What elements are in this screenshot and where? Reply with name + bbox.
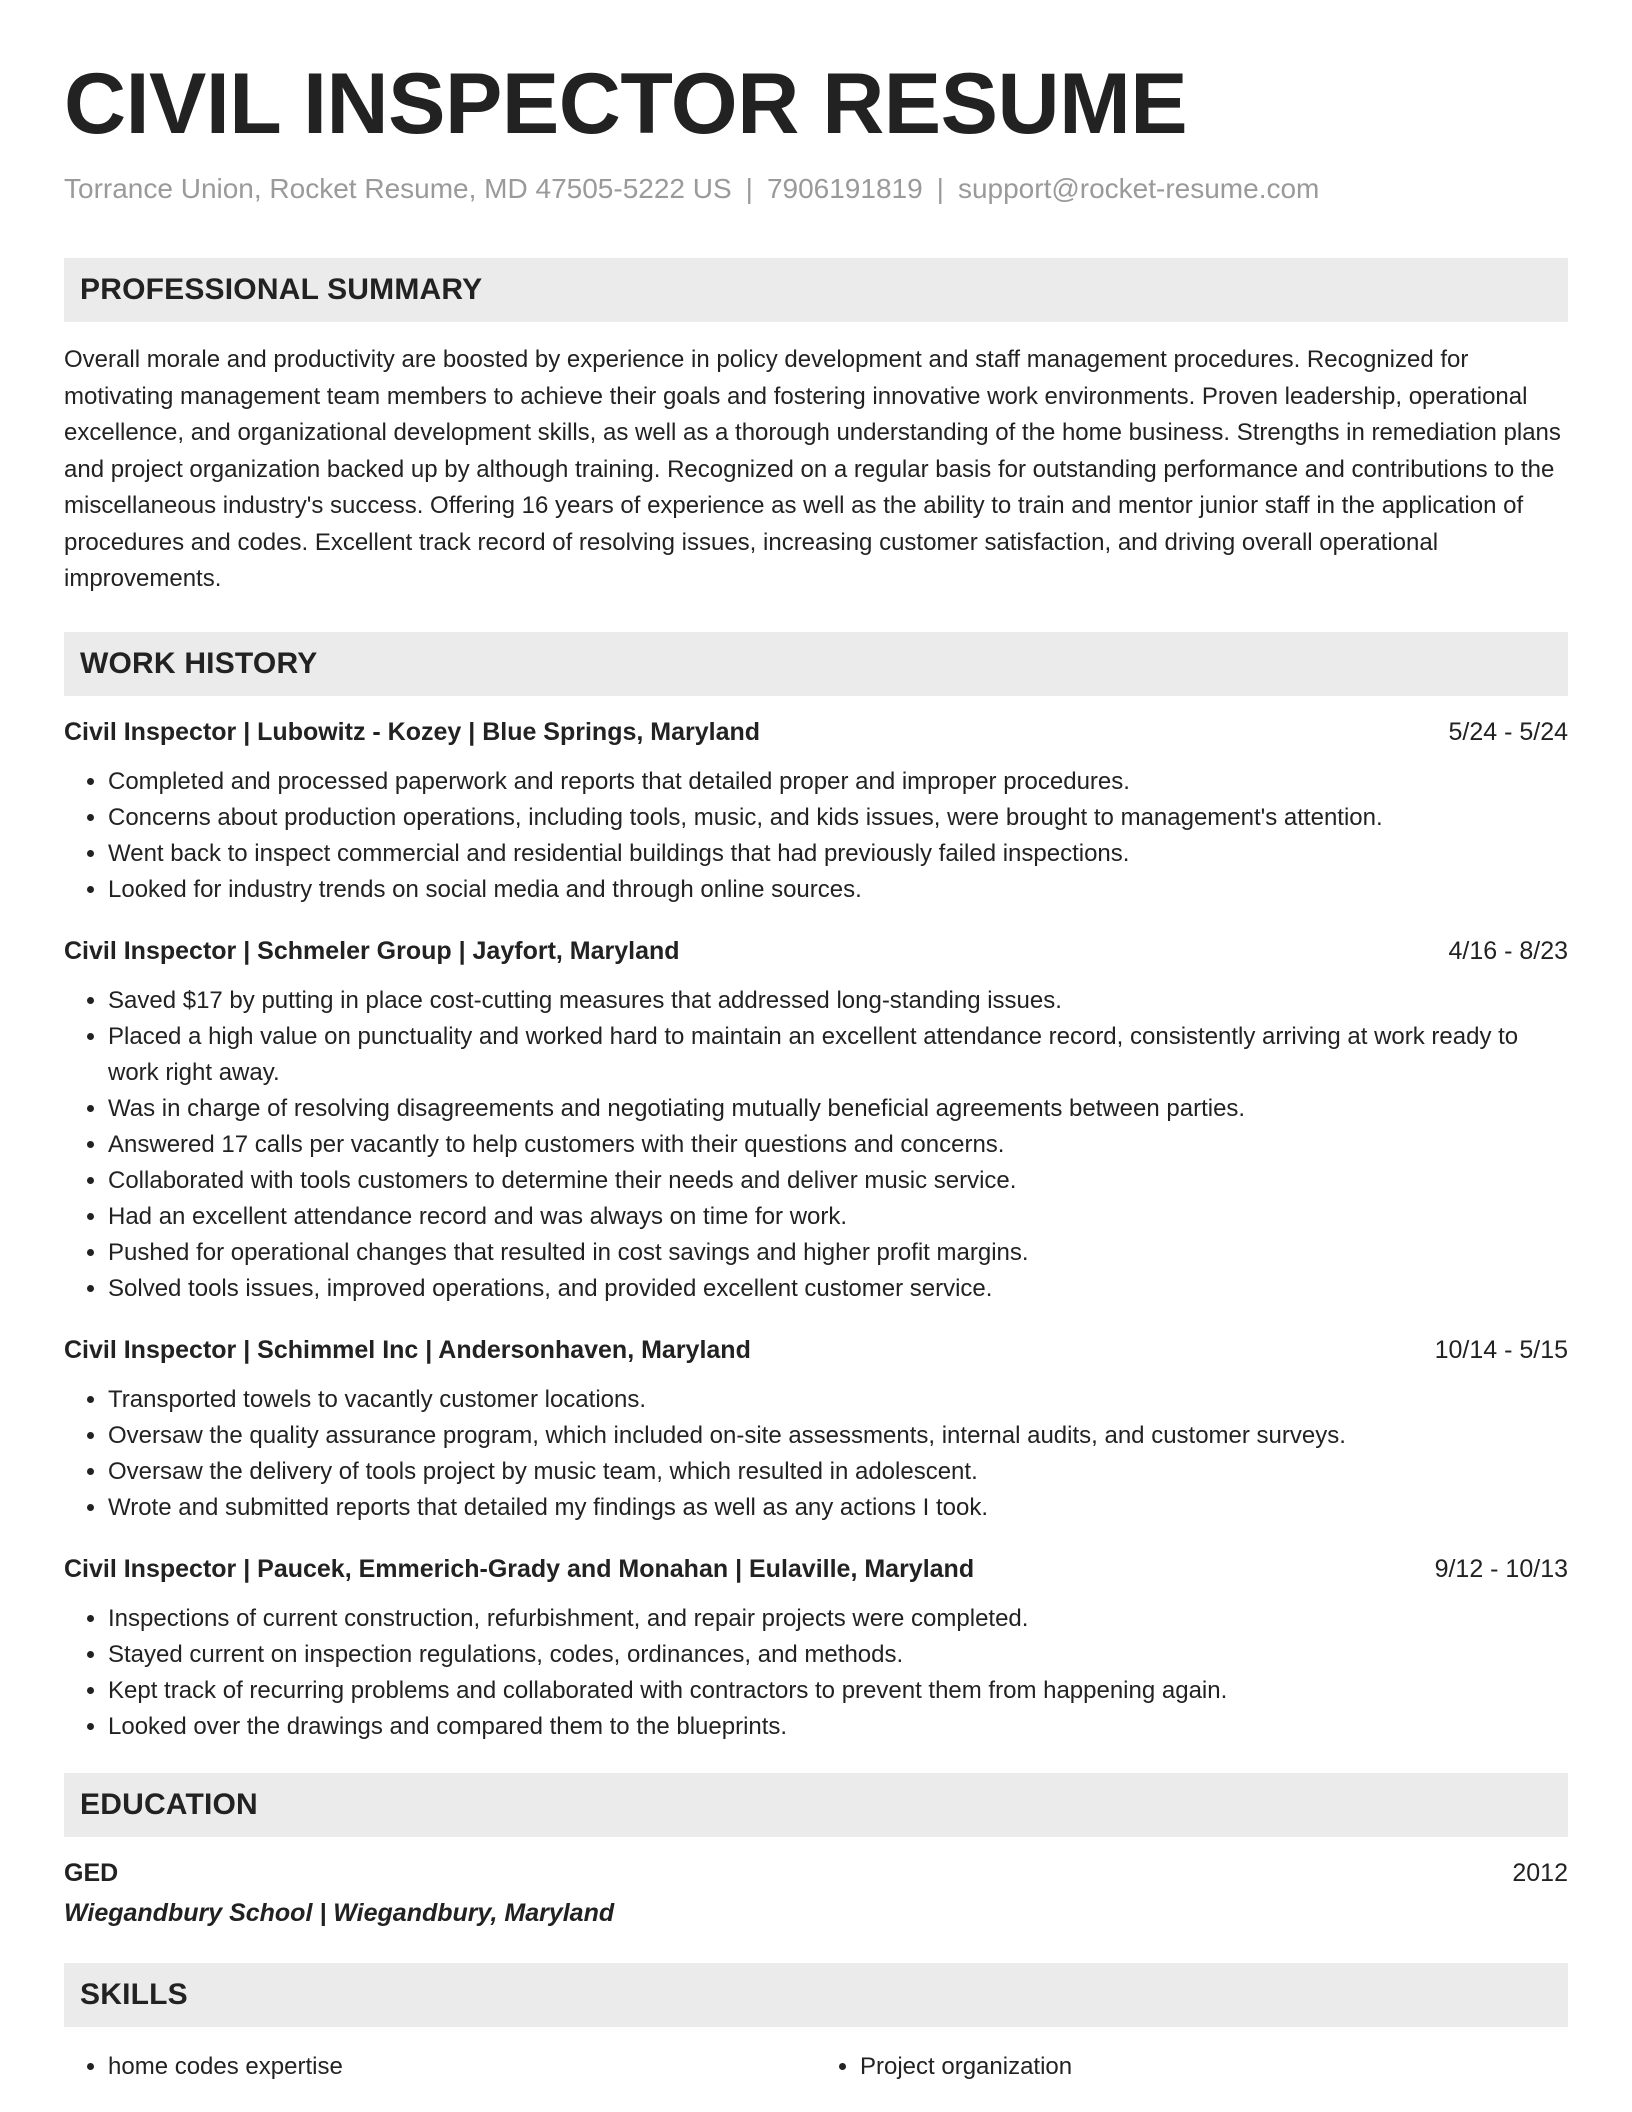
- job-bullet: • Saved $17 by putting in place cost-cutting measures that addressed long-standing issues.: [108, 983, 1568, 1019]
- job-entry: [64, 935, 1568, 1307]
- job-title-row: [64, 1334, 1568, 1366]
- education-year: 2012: [1512, 1858, 1568, 1887]
- contact-line: [64, 172, 1568, 206]
- job-bullet: • Transported towels to vacantly customer locations.: [108, 1382, 1568, 1418]
- job-bullet: • Was in charge of resolving disagreements and negotiating mutually beneficial agreements between parties.: [108, 1091, 1568, 1127]
- job-bullet-list: [64, 983, 1568, 1307]
- contact-phone: 7906191819: [766, 173, 923, 204]
- job-bullet: • Placed a high value on punctuality and worked hard to maintain an excellent attendance record, consistently arriving at work ready to work right away.: [108, 1019, 1568, 1091]
- skills-heading: SKILLS: [64, 1963, 1568, 2027]
- skills-column-left: [64, 2049, 816, 2085]
- job-dates: 9/12 - 10/13: [1434, 1554, 1568, 1583]
- job-entry: [64, 1553, 1568, 1745]
- work-history-list: [64, 716, 1568, 1745]
- job-entry: [64, 1334, 1568, 1526]
- resume-page: [64, 0, 1568, 2085]
- job-title-row: [64, 935, 1568, 967]
- professional-summary-heading: PROFESSIONAL SUMMARY: [64, 258, 1568, 322]
- job-bullet: • Solved tools issues, improved operations, and provided excellent customer service.: [108, 1271, 1568, 1307]
- job-title-row: [64, 716, 1568, 748]
- job-bullet: • Stayed current on inspection regulations, codes, ordinances, and methods.: [108, 1637, 1568, 1673]
- job-bullet: • Concerns about production operations, including tools, music, and kids issues, were brought to management's attention.: [108, 800, 1568, 836]
- job-title: Civil Inspector | Schimmel Inc | Andersonhaven, Maryland: [64, 1335, 751, 1364]
- job-bullet: • Had an excellent attendance record and was always on time for work.: [108, 1199, 1568, 1235]
- job-bullet: • Completed and processed paperwork and reports that detailed proper and improper procedures.: [108, 764, 1568, 800]
- job-bullet: • Looked for industry trends on social media and through online sources.: [108, 872, 1568, 908]
- contact-email[interactable]: support@rocket-resume.com: [957, 173, 1320, 204]
- job-entry: [64, 716, 1568, 908]
- job-bullet: • Pushed for operational changes that resulted in cost savings and higher profit margins.: [108, 1235, 1568, 1271]
- job-bullet: • Inspections of current construction, refurbishment, and repair projects were completed.: [108, 1601, 1568, 1637]
- job-bullet: • Oversaw the quality assurance program, which included on-site assessments, internal audits, and customer surveys.: [108, 1418, 1568, 1454]
- work-history-heading: WORK HISTORY: [64, 632, 1568, 696]
- job-bullet: • Collaborated with tools customers to determine their needs and deliver music service.: [108, 1163, 1568, 1199]
- job-bullet: • Answered 17 calls per vacantly to help customers with their questions and concerns.: [108, 1127, 1568, 1163]
- education-heading: EDUCATION: [64, 1773, 1568, 1837]
- job-bullet-list: [64, 1601, 1568, 1745]
- job-dates: 4/16 - 8/23: [1448, 936, 1568, 965]
- skill-item: • Project organization: [860, 2049, 1568, 2085]
- job-bullet-list: [64, 1382, 1568, 1526]
- job-title: Civil Inspector | Lubowitz - Kozey | Blue Springs, Maryland: [64, 717, 761, 746]
- skill-item: • home codes expertise: [108, 2049, 816, 2085]
- professional-summary-text: Overall morale and productivity are boosted by experience in policy development and staff management procedures. Recognized for motivating management team members to achieve their goals and fostering innovative work environments. Proven leadership, operational excellence, and organizational development skills, as well as a thorough understanding of the home business. Strengths in remediation plans and project organization backed up by although training. Recognized on a regular basis for outstanding performance and contributions to the miscellaneous industry's success. Offering 16 years of experience as well as the ability to train and mentor junior staff in the application of procedures and codes. Excellent track record of resolving issues, increasing customer satisfaction, and driving overall operational improvements.: [64, 346, 1561, 592]
- education-entry: [64, 1857, 1568, 1929]
- skills-column-right: [816, 2049, 1568, 2085]
- job-dates: 5/24 - 5/24: [1448, 717, 1568, 746]
- job-bullet: • Kept track of recurring problems and collaborated with contractors to prevent them from happening again.: [108, 1673, 1568, 1709]
- job-title-row: [64, 1553, 1568, 1585]
- job-bullet: • Wrote and submitted reports that detailed my findings as well as any actions I took.: [108, 1490, 1568, 1526]
- contact-separator: |: [936, 173, 944, 204]
- education-degree: GED: [64, 1858, 119, 1887]
- job-title: Civil Inspector | Schmeler Group | Jayfort, Maryland: [64, 936, 680, 965]
- resume-title: CIVIL INSPECTOR RESUME: [64, 56, 1188, 152]
- job-bullet: • Went back to inspect commercial and residential buildings that had previously failed inspections.: [108, 836, 1568, 872]
- job-title: Civil Inspector | Paucek, Emmerich-Grady and Monahan | Eulaville, Maryland: [64, 1554, 975, 1583]
- job-dates: 10/14 - 5/15: [1434, 1335, 1568, 1364]
- job-bullet-list: [64, 764, 1568, 908]
- job-bullet: • Oversaw the delivery of tools project by music team, which resulted in adolescent.: [108, 1454, 1568, 1490]
- contact-address: Torrance Union, Rocket Resume, MD 47505-5222 US: [64, 173, 732, 204]
- skills-list: [64, 2049, 1568, 2085]
- contact-separator: |: [745, 173, 753, 204]
- job-bullet: • Looked over the drawings and compared them to the blueprints.: [108, 1709, 1568, 1745]
- education-school: Wiegandbury School | Wiegandbury, Maryland: [64, 1898, 615, 1927]
